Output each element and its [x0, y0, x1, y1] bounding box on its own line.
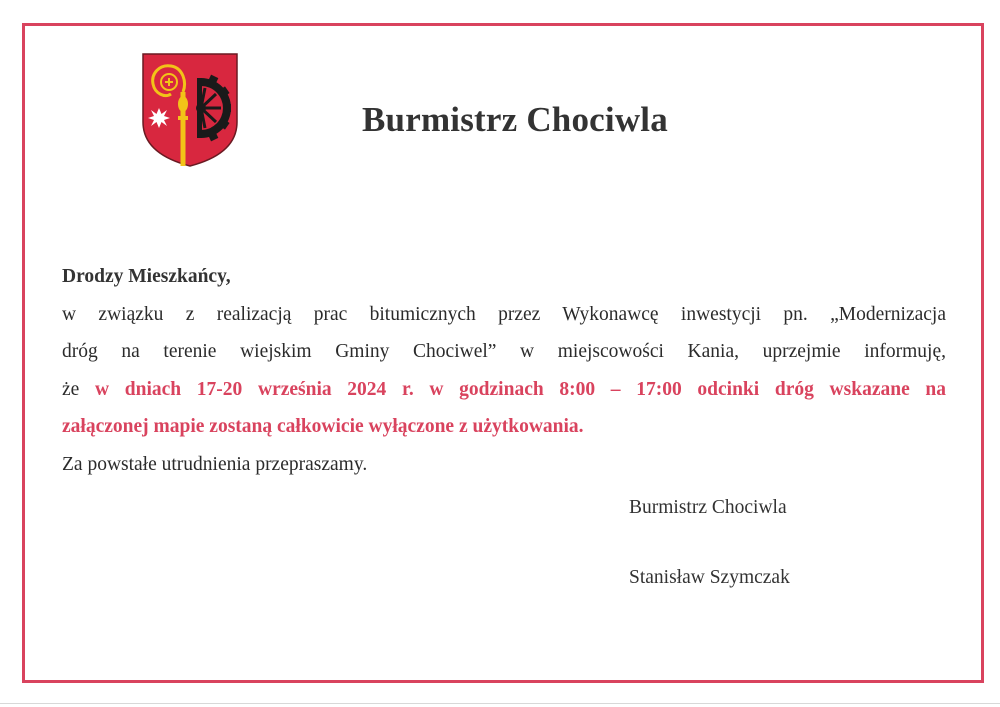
page-title: Burmistrz Chociwla [362, 100, 668, 139]
closure-dates-highlight: w dniach 17-20 września 2024 r. w godzinach 8:00 – 17:00 odcinki dróg wskazane na [95, 378, 946, 400]
body-line-2: dróg na terenie wiejskim Gminy Chociwel” w miejscowości Kania, uprzejmie informuję, [62, 341, 946, 362]
signature-name: Stanisław Szymczak [629, 567, 790, 588]
closure-notice-highlight: załączonej mapie zostaną całkowicie wyłączone z użytkowania. [62, 416, 584, 437]
body-line-1: w związku z realizacją prac bitumicznych przez Wykonawcę inwestycji pn. „Modernizacja [62, 303, 946, 325]
signature-office: Burmistrz Chociwla [629, 497, 787, 518]
coat-of-arms-icon [141, 52, 239, 168]
body-line-3-prefix: że [62, 378, 95, 400]
letter-body [62, 258, 946, 483]
page-edge-rule [0, 703, 1000, 704]
apology-line: Za powstałe utrudnienia przepraszamy. [62, 453, 368, 475]
greeting: Drodzy Mieszkańcy, [62, 266, 231, 287]
body-line-3 [62, 371, 946, 409]
